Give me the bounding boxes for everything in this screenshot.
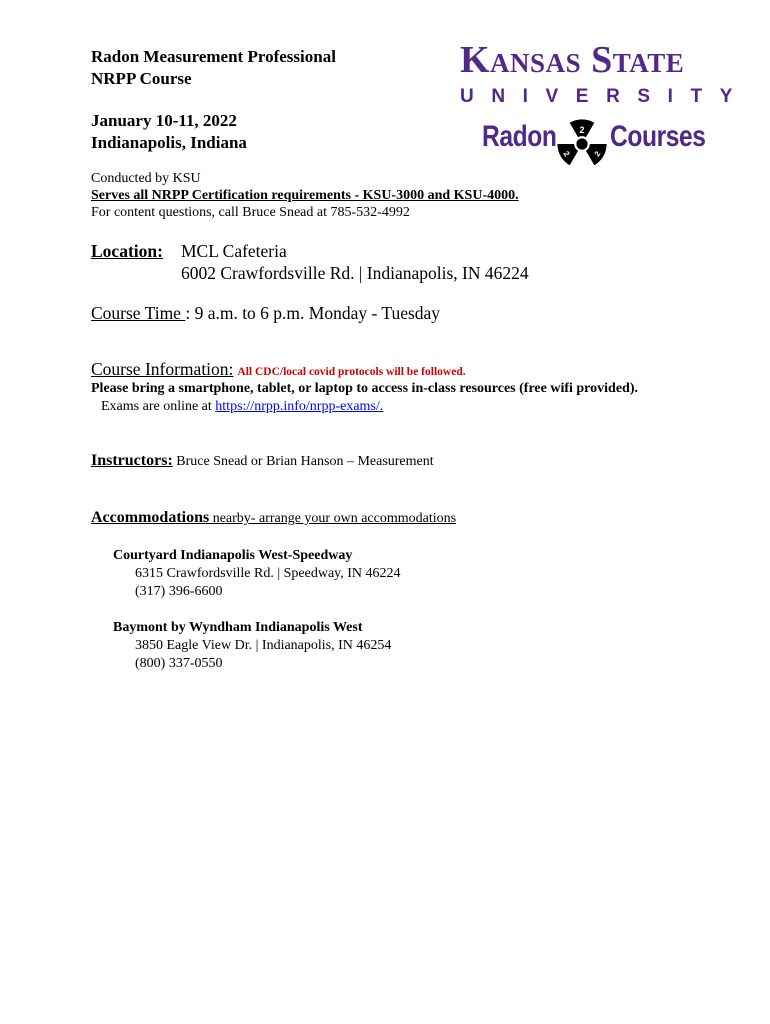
- trefoil-number-top: 2: [579, 124, 585, 135]
- radiation-trefoil-icon: [554, 116, 610, 172]
- title-line-1: Radon Measurement Professional: [91, 47, 336, 66]
- instructors-section: [91, 452, 434, 470]
- covid-protocol-note: All CDC/local covid protocols will be followed.: [237, 366, 466, 378]
- ksu-radon-logo: [458, 38, 751, 178]
- logo-radon-word: Radon: [482, 120, 557, 153]
- hotel-name: Courtyard Indianapolis West-Speedway: [113, 548, 353, 563]
- logo-university-name: Kansas State: [460, 39, 685, 81]
- bring-device-note: Please bring a smartphone, tablet, or laptop to access in-class resources (free wifi provided).: [91, 381, 638, 396]
- location-venue: MCL Cafeteria: [181, 241, 287, 261]
- course-title: [91, 46, 336, 90]
- course-info-section: [91, 359, 638, 414]
- course-date: January 10-11, 2022: [91, 111, 237, 130]
- accommodations-section: [91, 509, 456, 527]
- accommodations-label: Accommodations: [91, 509, 210, 526]
- instructors-value: Bruce Snead or Brian Hanson – Measurement: [172, 454, 434, 469]
- hotel-phone: (317) 396-6600: [135, 584, 223, 599]
- course-time-value: : 9 a.m. to 6 p.m. Monday - Tuesday: [185, 303, 441, 323]
- instructors-label: Instructors:: [91, 452, 173, 469]
- location-label: Location:: [91, 241, 163, 261]
- exams-prefix: Exams are online at: [101, 399, 216, 414]
- title-line-2: NRPP Course: [91, 69, 192, 88]
- accommodations-note: nearby- arrange your own accommodations: [209, 511, 457, 526]
- location-address: 6002 Crawfordsville Rd. | Indianapolis, IN 46224: [181, 263, 529, 283]
- intro-block: [91, 170, 519, 221]
- course-date-place: [91, 110, 247, 154]
- logo-university-word: UNIVERSITY: [460, 86, 751, 107]
- hotel-listing: [113, 547, 401, 601]
- hotel-address: 6315 Crawfordsville Rd. | Speedway, IN 46224: [135, 566, 401, 581]
- course-place: Indianapolis, Indiana: [91, 133, 247, 152]
- certification-requirements: Serves all NRPP Certification requirements - KSU-3000 and KSU-4000.: [91, 188, 519, 203]
- content-questions: For content questions, call Bruce Snead at 785-532-4992: [91, 205, 410, 220]
- course-info-label: Course Information:: [91, 359, 234, 379]
- hotel-name: Baymont by Wyndham Indianapolis West: [113, 620, 363, 635]
- hotel-address: 3850 Eagle View Dr. | Indianapolis, IN 46254: [135, 638, 392, 653]
- exams-link[interactable]: https://nrpp.info/nrpp-exams/.: [215, 399, 384, 414]
- hotel-phone: (800) 337-0550: [135, 656, 223, 671]
- trefoil-number-left: 2: [561, 149, 572, 159]
- hotel-listing: [113, 619, 391, 673]
- course-time-label: Course Time: [91, 303, 186, 323]
- exams-online-note: [101, 399, 383, 415]
- course-time-section: [91, 303, 440, 324]
- trefoil-number-right: 2: [592, 149, 603, 159]
- conducted-by: Conducted by KSU: [91, 171, 201, 186]
- logo-courses-word: Courses: [610, 120, 706, 153]
